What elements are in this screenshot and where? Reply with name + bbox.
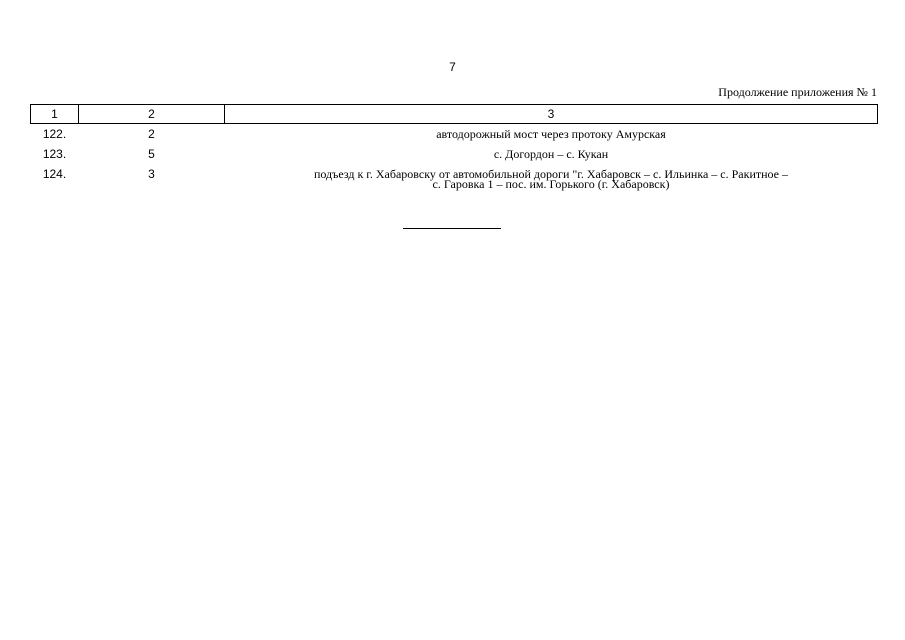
row-name-line-1: подъезд к г. Хабаровску от автомобильной дороги "г. Хабаровск – с. Ильинка – с. Ракитное – bbox=[313, 167, 789, 181]
table-row bbox=[31, 164, 878, 189]
end-rule-divider bbox=[403, 228, 501, 229]
row-name: с. Догордон – с. Кукан bbox=[493, 147, 609, 161]
row-name: автодорожный мост через протоку Амурская bbox=[436, 127, 666, 141]
row-number: 122. bbox=[42, 127, 67, 141]
row-count: 5 bbox=[148, 147, 155, 161]
row-name-line-2: с. Гаровка 1 – пос. им. Горького (г. Хабаровск) bbox=[432, 177, 670, 191]
row-number: 124. bbox=[42, 167, 67, 181]
column-header-1: 1 bbox=[31, 105, 79, 124]
table-header-row bbox=[31, 105, 878, 124]
page-number: 7 bbox=[449, 60, 456, 74]
continuation-label: Продолжение приложения № 1 bbox=[718, 85, 877, 99]
row-number: 123. bbox=[42, 147, 67, 161]
row-count: 2 bbox=[148, 127, 155, 141]
row-count: 3 bbox=[148, 167, 155, 181]
table-row bbox=[31, 124, 878, 145]
column-header-3: 3 bbox=[225, 105, 878, 124]
table-row bbox=[31, 144, 878, 164]
data-table bbox=[30, 104, 878, 189]
column-header-2: 2 bbox=[79, 105, 225, 124]
row-name bbox=[225, 164, 878, 189]
